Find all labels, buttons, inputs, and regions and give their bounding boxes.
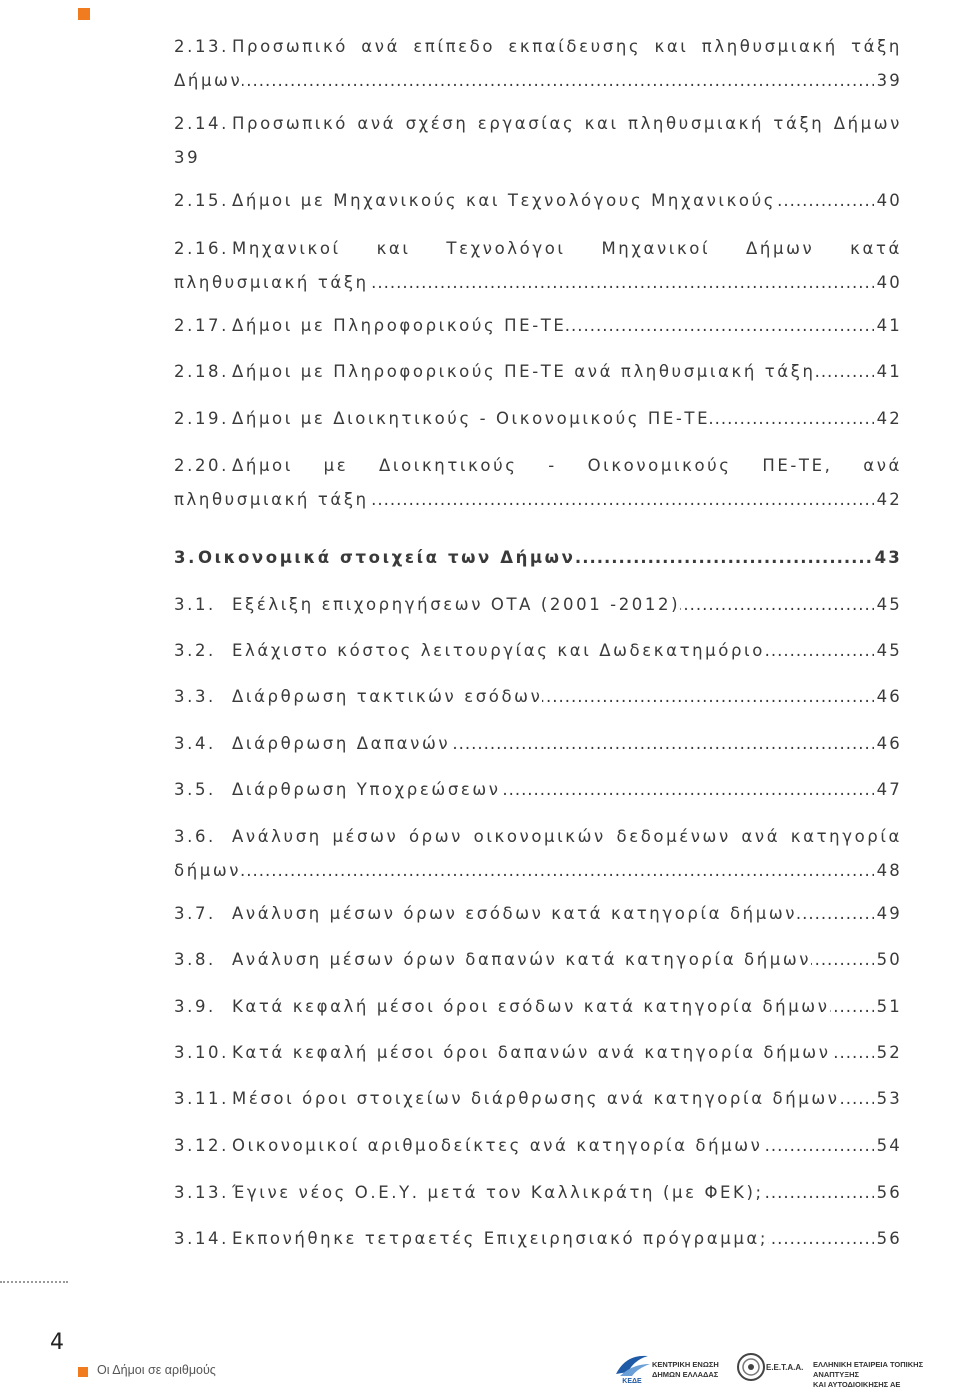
toc-entry-number: 3.5. xyxy=(174,780,216,799)
toc-entry-title: Έγινε νέος Ο.Ε.Υ. μετά τον Καλλικράτη (με ΦΕΚ); xyxy=(232,1183,764,1202)
eetaa-line1: ΕΛΛΗΝΙΚΗ ΕΤΑΙΡΕΙΑ ΤΟΠΙΚΗΣ ΑΝΑΠΤΥΞΗΣ xyxy=(813,1360,924,1379)
toc-entry-line xyxy=(174,943,902,977)
toc-entry-line xyxy=(174,309,902,343)
kede-line1: ΚΕΝΤΡΙΚΗ ΕΝΩΣΗ xyxy=(652,1360,719,1369)
toc-entry-number: 3.7. xyxy=(174,904,216,923)
toc-entry-line xyxy=(174,541,902,575)
toc-entry-title: πληθυσμιακή τάξη xyxy=(174,273,369,292)
toc-entry-title: δήμων xyxy=(174,861,242,880)
toc-entry-line xyxy=(174,1176,902,1210)
toc-entry-number: 3.11. xyxy=(174,1089,229,1108)
toc-entry[interactable] xyxy=(174,897,902,931)
toc-entry-title: Ανάλυση μέσων όρων εσόδων κατά κατηγορία δήμων xyxy=(232,904,798,923)
toc-entry-number: 3.14. xyxy=(174,1229,229,1248)
eetaa-name: Ε.Ε.Τ.Α.Α. xyxy=(766,1363,804,1372)
toc-entry-number: 2.20. xyxy=(174,456,229,475)
toc-entry-title: Κατά κεφαλή μέσοι όροι εσόδων κατά κατηγορία δήμων xyxy=(232,997,830,1016)
toc-entry-page: 50 xyxy=(874,943,902,977)
toc-entry-page: 45 xyxy=(874,634,902,668)
toc-entry-number: 2.17. xyxy=(174,316,229,335)
toc-entry-title: Οικονομικοί αριθμοδείκτες ανά κατηγορία δήμων xyxy=(232,1136,763,1155)
page-number: 4 xyxy=(50,1330,64,1355)
toc-entry-page: 48 xyxy=(874,854,902,888)
toc-entry-line xyxy=(174,1129,902,1163)
corner-accent-square xyxy=(78,8,90,20)
toc-entry-title: Διάρθρωση Υποχρεώσεων xyxy=(232,780,501,799)
toc-entry-title: Δήμοι με Διοικητικούς - Οικονομικούς ΠΕ-ΤΕ, ανά xyxy=(232,456,902,475)
kede-line2: ΔΗΜΩΝ ΕΛΛΑΔΑΣ xyxy=(652,1370,719,1379)
toc-entry-title: πληθυσμιακή τάξη xyxy=(174,490,369,509)
toc-entry-line xyxy=(174,990,902,1024)
toc-entry-title: Δήμοι με Πληροφορικούς ΠΕ-ΤΕ ανά πληθυσμιακή τάξη xyxy=(232,362,816,381)
toc-entry[interactable] xyxy=(174,1129,902,1163)
toc-entry-title: Δήμοι με Διοικητικούς - Οικονομικούς ΠΕ-ΤΕ xyxy=(232,409,711,428)
toc-entry-number: 3.1. xyxy=(174,595,216,614)
toc-entry[interactable] xyxy=(174,107,902,175)
toc-entry-line xyxy=(174,30,902,64)
toc-entry[interactable] xyxy=(174,943,902,977)
toc-entry-number: 2.19. xyxy=(174,409,229,428)
toc-entry-page: 54 xyxy=(874,1129,902,1163)
toc-entry-number: 3.3. xyxy=(174,687,216,706)
toc-entry-line xyxy=(174,232,902,266)
toc-entry-line xyxy=(174,184,902,218)
kede-logo-text: ΚΕΔΕ xyxy=(622,1378,642,1384)
toc-entry-line xyxy=(174,820,902,854)
toc-entry-page: 39 xyxy=(874,64,902,98)
toc-entry-title: 39 xyxy=(174,148,201,167)
toc-entry-number: 3. xyxy=(174,548,197,567)
toc-entry-line xyxy=(174,1222,902,1256)
kede-logo-icon xyxy=(612,1350,652,1384)
toc-entry-page: 49 xyxy=(874,897,902,931)
toc-entry[interactable] xyxy=(174,1222,902,1256)
toc-entry-number: 2.16. xyxy=(174,239,229,258)
toc-entry-page: 46 xyxy=(874,727,902,761)
eetaa-line2: ΚΑΙ ΑΥΤΟΔΙΟΙΚΗΣΗΣ ΑΕ xyxy=(813,1380,901,1389)
toc-entry-line xyxy=(174,107,902,141)
toc-entry-number: 2.18. xyxy=(174,362,229,381)
toc-entry-number: 3.8. xyxy=(174,950,216,969)
toc-entry[interactable] xyxy=(174,355,902,389)
toc-entry-number: 3.2. xyxy=(174,641,216,660)
toc-entry-line xyxy=(174,727,902,761)
toc-entry[interactable] xyxy=(174,820,902,888)
toc-entry-page: 53 xyxy=(874,1082,902,1116)
toc-entry[interactable] xyxy=(174,727,902,761)
toc-entry[interactable] xyxy=(174,402,902,436)
toc-entry-line xyxy=(174,773,902,807)
toc-entry-number: 3.6. xyxy=(174,827,216,846)
toc-entry-line xyxy=(174,483,902,517)
toc-entry-title: Μηχανικοί και Τεχνολόγοι Μηχανικοί Δήμων κατά xyxy=(232,239,902,258)
toc-entry-number: 3.12. xyxy=(174,1136,229,1155)
toc-entry-title: Εκπονήθηκε τετραετές Επιχειρησιακό πρόγραμμα; xyxy=(232,1229,769,1248)
toc-entry-number: 2.15. xyxy=(174,191,229,210)
toc-entry[interactable] xyxy=(174,1036,902,1070)
toc-entry[interactable] xyxy=(174,990,902,1024)
footer-title: Οι Δήμοι σε αριθμούς xyxy=(97,1363,216,1377)
toc-entry-page: 56 xyxy=(874,1176,902,1210)
toc-entry-title: Εξέλιξη επιχορηγήσεων ΟΤΑ (2001 -2012) xyxy=(232,595,681,614)
toc-entry-line xyxy=(174,266,902,300)
toc-entry-line xyxy=(174,854,902,888)
footer-accent-square xyxy=(78,1367,88,1377)
toc-entry-title: Δήμοι με Πληροφορικούς ΠΕ-ΤΕ xyxy=(232,316,567,335)
toc-entry[interactable] xyxy=(174,680,902,714)
toc-entry[interactable] xyxy=(174,634,902,668)
toc-entry-title: Μέσοι όροι στοιχείων διάρθρωσης ανά κατηγορία δήμων xyxy=(232,1089,840,1108)
toc-entry-number: 2.13. xyxy=(174,37,229,56)
toc-entry-number: 3.9. xyxy=(174,997,216,1016)
toc-entry-line xyxy=(174,1082,902,1116)
toc-entry-title: Κατά κεφαλή μέσοι όροι δαπανών ανά κατηγορία δήμων xyxy=(232,1043,831,1062)
toc-entry-title: Ελάχιστο κόστος λειτουργίας και Δωδεκατημόριο xyxy=(232,641,765,660)
toc-entry-page: 40 xyxy=(874,266,902,300)
toc-entry-number: 2.14. xyxy=(174,114,229,133)
toc-entry-line xyxy=(174,897,902,931)
separator-dots xyxy=(0,1281,68,1283)
toc-entry-line xyxy=(174,680,902,714)
toc-entry-page: 41 xyxy=(874,355,902,389)
toc-entry-title: Διάρθρωση Δαπανών xyxy=(232,734,451,753)
toc-entry[interactable] xyxy=(174,1176,902,1210)
toc-entry-line xyxy=(174,402,902,436)
toc-entry-page: 45 xyxy=(874,588,902,622)
toc-entry-number: 3.13. xyxy=(174,1183,229,1202)
toc-entry-line xyxy=(174,141,902,175)
toc-entry-page: 42 xyxy=(874,402,902,436)
kede-name xyxy=(652,1360,719,1380)
toc-entry-page: 51 xyxy=(874,990,902,1024)
toc-entry-page: 42 xyxy=(874,483,902,517)
toc-entry-title: Δήμων xyxy=(174,71,243,90)
eetaa-full-name xyxy=(813,1360,960,1390)
toc-entry-title: Προσωπικό ανά επίπεδο εκπαίδευσης και πληθυσμιακή τάξη xyxy=(232,37,902,56)
toc-entry-page: 52 xyxy=(874,1036,902,1070)
toc-entry[interactable] xyxy=(174,309,902,343)
toc-entry[interactable] xyxy=(174,449,902,517)
toc-entry-line xyxy=(174,449,902,483)
toc-entry-title: Ανάλυση μέσων όρων δαπανών κατά κατηγορία δήμων xyxy=(232,950,812,969)
toc-entry-page: 43 xyxy=(872,541,902,575)
toc-entry-page: 46 xyxy=(874,680,902,714)
toc-entry-line xyxy=(174,355,902,389)
toc-entry-title: Οικονομικά στοιχεία των Δήμων xyxy=(198,548,576,567)
toc-entry-title: Προσωπικό ανά σχέση εργασίας και πληθυσμιακή τάξη Δήμων xyxy=(232,114,902,133)
toc-entry-number: 3.4. xyxy=(174,734,216,753)
toc-entry-line xyxy=(174,634,902,668)
toc-entry[interactable] xyxy=(174,184,902,218)
toc-entry-page: 41 xyxy=(874,309,902,343)
toc-entry[interactable] xyxy=(174,541,902,575)
toc-entry-title: Ανάλυση μέσων όρων οικονομικών δεδομένων ανά κατηγορία xyxy=(232,827,902,846)
toc-entry[interactable] xyxy=(174,30,902,98)
toc-entry[interactable] xyxy=(174,1082,902,1116)
eetaa-logo-icon xyxy=(736,1352,766,1382)
toc-entry-number: 3.10. xyxy=(174,1043,229,1062)
toc-entry-line xyxy=(174,588,902,622)
toc-entry[interactable] xyxy=(174,588,902,622)
toc-entry[interactable] xyxy=(174,773,902,807)
toc-entry-title: Διάρθρωση τακτικών εσόδων xyxy=(232,687,543,706)
toc-entry-page: 56 xyxy=(874,1222,902,1256)
toc-entry-page: 40 xyxy=(874,184,902,218)
toc-entry-page: 47 xyxy=(874,773,902,807)
toc-entry-line xyxy=(174,1036,902,1070)
toc-entry-line xyxy=(174,64,902,98)
toc-entry-title: Δήμοι με Μηχανικούς και Τεχνολόγους Μηχανικούς xyxy=(232,191,777,210)
toc-entry[interactable] xyxy=(174,232,902,300)
